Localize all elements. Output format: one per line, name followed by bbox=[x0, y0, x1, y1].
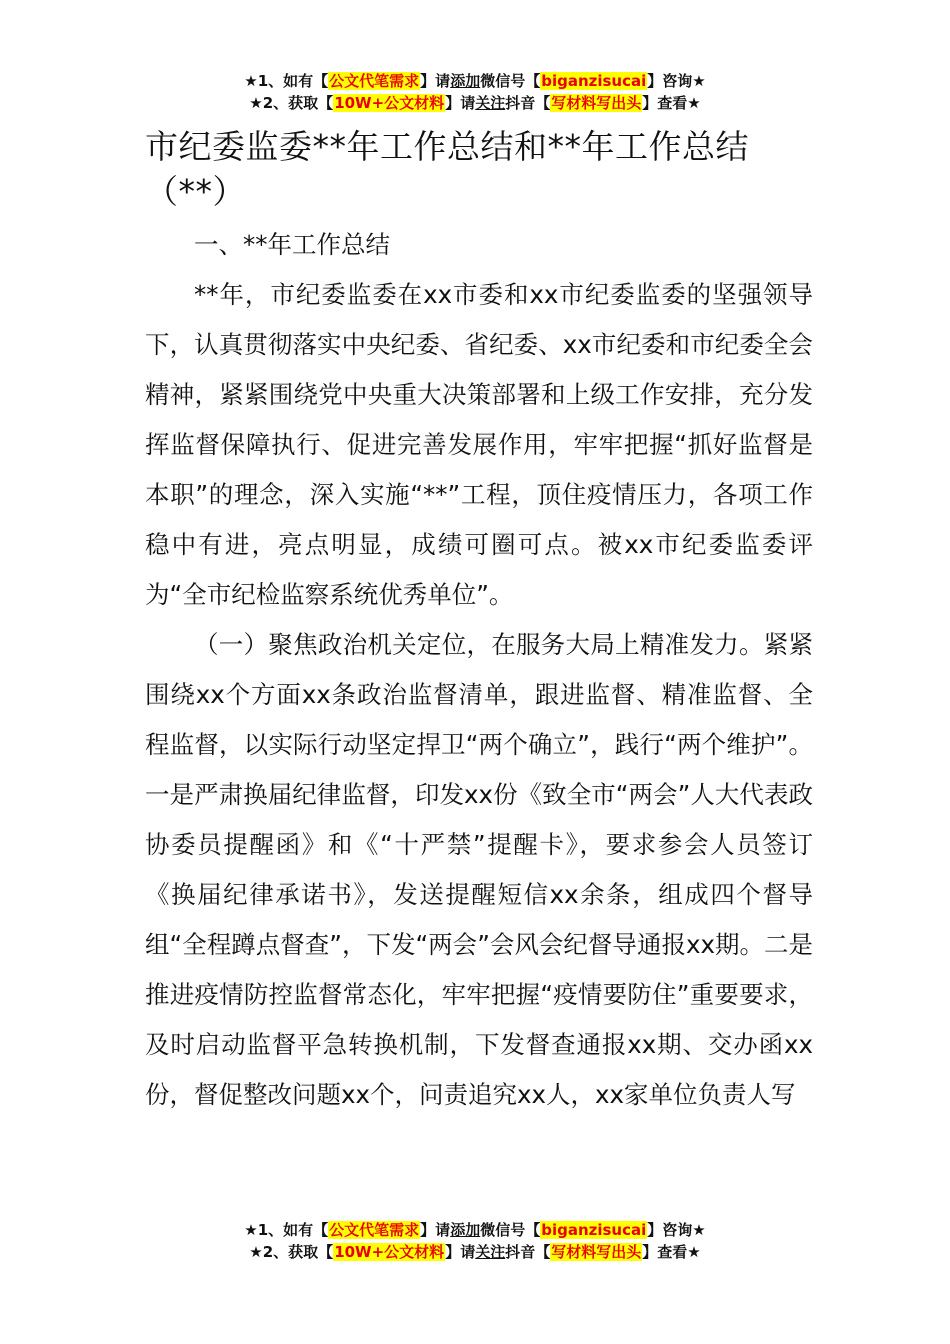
banner-highlight: 公文代笔需求 bbox=[329, 1221, 420, 1239]
banner-highlight: biganzisucai bbox=[541, 72, 647, 90]
paragraph: **年，市纪委监委在xx市委和xx市纪委监委的坚强领导下，认真贯彻落实中央纪委、省纪委、xx市纪委和市纪委全会精神，紧紧围绕党中央重大决策部署和上级工作安排，充分发挥监督保障执行、促进完善发展作用，牢牢把握“抓好监督是本职”的理念，深入实施“**”工程，顶住疫情压力，各项工作稳中有进，亮点明显，成绩可圈可点。被xx市纪委监委评为“全市纪检监察系统优秀单位”。 bbox=[145, 280, 813, 609]
banner-highlight: 10W+公文材料 bbox=[334, 1243, 445, 1261]
banner-highlight: 写材料写出头 bbox=[551, 94, 642, 112]
banner-highlight: biganzisucai bbox=[541, 1221, 647, 1239]
banner-line-1: ★1、如有【公文代笔需求】请添加微信号【biganzisucai】咨询★ bbox=[244, 1221, 706, 1239]
paragraph: （一）聚焦政治机关定位，在服务大局上精准发力。紧紧围绕xx个方面xx条政治监督清单，跟进监督、精准监督、全程监督，以实际行动坚定捍卫“两个确立”，践行“两个维护”。一是严肃换届纪律监督，印发xx份《致全市“两会”人大代表政协委员提醒函》和《“十严禁”提醒卡》，要求参会人员签订《换届纪律承诺书》，发送提醒短信xx余条，组成四个督导组“全程蹲点督查”，下发“两会”会风会纪督导通报xx期。二是推进疫情防控监督常态化，牢牢把握“疫情要防住”重要要求，及时启动监督平急转换机制，下发督查通报xx期、交办函xx份，督促整改问题xx个，问责追究xx人，xx家单位负责人写 bbox=[145, 630, 813, 1109]
footer-banner bbox=[0, 1219, 950, 1263]
section-heading: 一、**年工作总结 bbox=[194, 230, 390, 259]
banner-highlight: 10W+公文材料 bbox=[334, 94, 445, 112]
header-banner bbox=[0, 70, 950, 114]
document-title: 市纪委监委**年工作总结和**年工作总结（**） bbox=[145, 127, 749, 211]
banner-highlight: 公文代笔需求 bbox=[329, 72, 420, 90]
banner-line-2: ★2、获取【10W+公文材料】请关注抖音【写材料写出头】查看★ bbox=[249, 94, 701, 112]
banner-highlight: 写材料写出头 bbox=[551, 1243, 642, 1261]
banner-line-1: ★1、如有【公文代笔需求】请添加微信号【biganzisucai】咨询★ bbox=[244, 72, 706, 90]
banner-line-2: ★2、获取【10W+公文材料】请关注抖音【写材料写出头】查看★ bbox=[249, 1243, 701, 1261]
document-body bbox=[145, 220, 813, 1120]
